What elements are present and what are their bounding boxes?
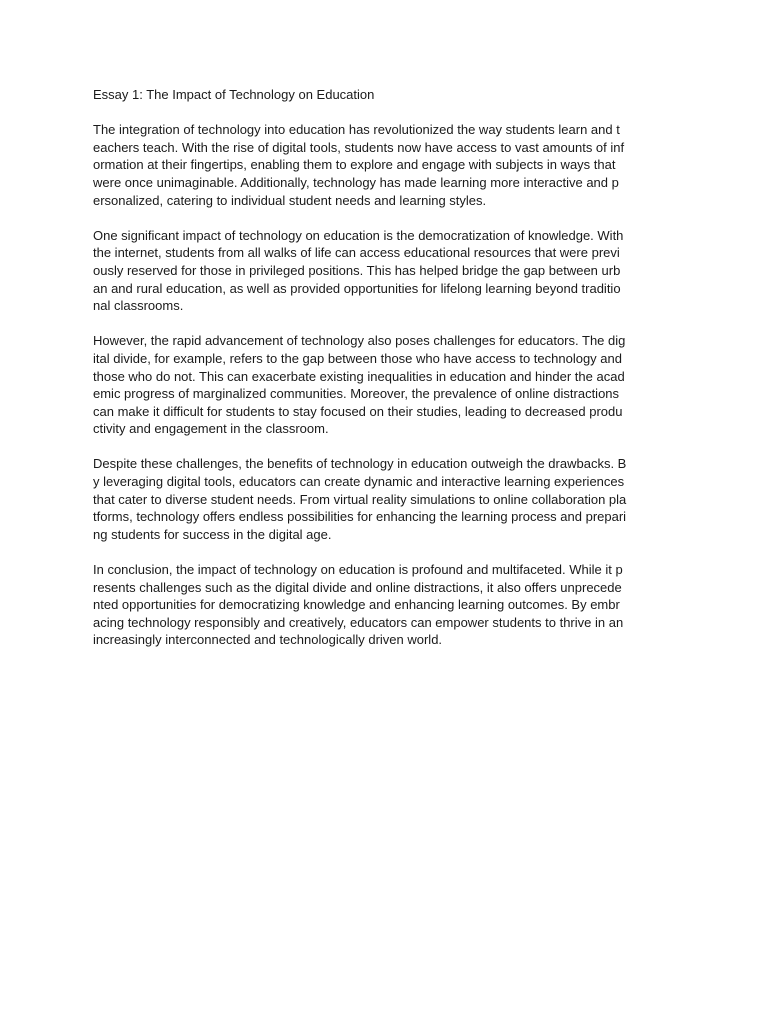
- document-page: [93, 86, 683, 667]
- essay-title: Essay 1: The Impact of Technology on Education: [93, 87, 375, 102]
- text-line: those who do not. This can exacerbate existing inequalities in education and hinder the acad: [93, 368, 625, 384]
- paragraph-2: [93, 227, 683, 315]
- text-line: that cater to diverse student needs. From virtual reality simulations to online collaboration pla: [93, 491, 627, 507]
- text-line: ng students for success in the digital age.: [93, 526, 332, 542]
- paragraph-4: [93, 455, 683, 543]
- paragraph-1: [93, 121, 683, 209]
- text-line: the internet, students from all walks of life can access educational resources that were previ: [93, 245, 620, 261]
- text-line: ital divide, for example, refers to the gap between those who have access to technology and: [93, 350, 622, 366]
- text-line: resents challenges such as the digital divide and online distractions, it also offers unprecede: [93, 579, 622, 595]
- text-line: increasingly interconnected and technologically driven world.: [93, 632, 443, 648]
- paragraph-3: [93, 332, 683, 438]
- text-line: ctivity and engagement in the classroom.: [93, 421, 329, 437]
- text-line: ersonalized, catering to individual student needs and learning styles.: [93, 192, 487, 208]
- text-line: The integration of technology into education has revolutionized the way students learn and t: [93, 122, 620, 138]
- text-line: y leveraging digital tools, educators can create dynamic and interactive learning experiences: [93, 474, 625, 490]
- text-line: One significant impact of technology on education is the democratization of knowledge. With: [93, 227, 624, 243]
- text-line: acing technology responsibly and creatively, educators can empower students to thrive in an: [93, 614, 624, 630]
- text-line: However, the rapid advancement of technology also poses challenges for educators. The dig: [93, 333, 626, 349]
- text-line: eachers teach. With the rise of digital tools, students now have access to vast amounts of inf: [93, 139, 625, 155]
- text-line: ormation at their fingertips, enabling them to explore and engage with subjects in ways that: [93, 157, 616, 173]
- text-line: emic progress of marginalized communities. Moreover, the prevalence of online distractions: [93, 386, 620, 402]
- text-line: nted opportunities for democratizing knowledge and enhancing learning outcomes. By embr: [93, 597, 620, 613]
- paragraph-5: [93, 561, 683, 649]
- text-line: nal classrooms.: [93, 298, 184, 314]
- text-line: tforms, technology offers endless possibilities for enhancing the learning process and prepari: [93, 509, 627, 525]
- text-line: In conclusion, the impact of technology on education is profound and multifaceted. While it p: [93, 562, 623, 578]
- text-line: can make it difficult for students to stay focused on their studies, leading to decreased produ: [93, 403, 623, 419]
- text-line: Despite these challenges, the benefits of technology in education outweigh the drawbacks. B: [93, 456, 627, 472]
- text-line: were once unimaginable. Additionally, technology has made learning more interactive and p: [93, 174, 619, 190]
- text-line: ously reserved for those in privileged positions. This has helped bridge the gap between urb: [93, 262, 621, 278]
- text-line: an and rural education, as well as provided opportunities for lifelong learning beyond traditio: [93, 280, 621, 296]
